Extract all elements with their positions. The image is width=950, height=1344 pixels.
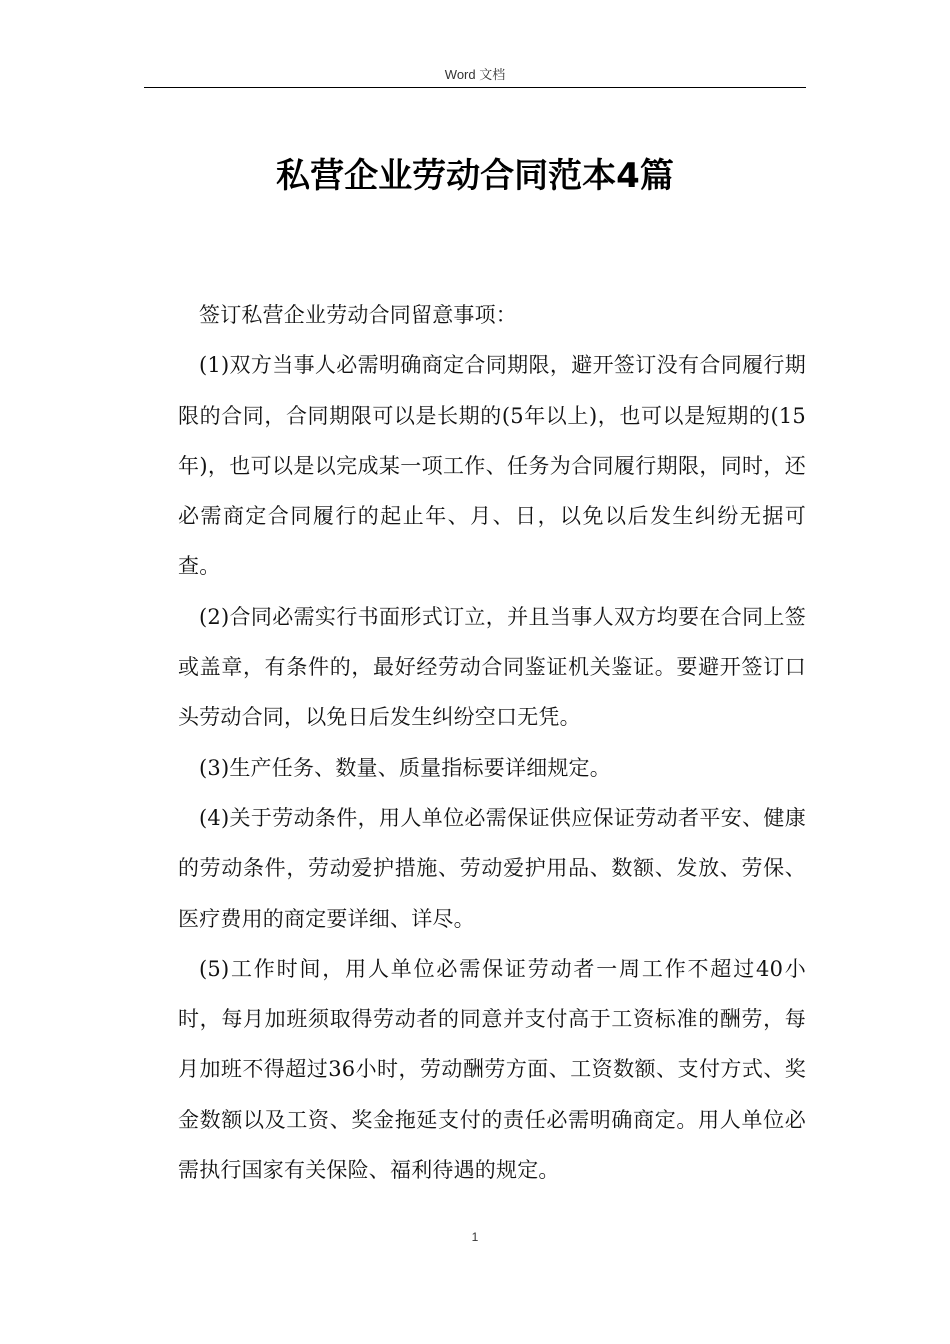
paragraph-intro: 签订私营企业劳动合同留意事项：: [199, 303, 517, 327]
document-body: [178, 290, 806, 1195]
paragraph-item-2: (2)合同必需实行书面形式订立，并且当事人双方均要在合同上签或盖章，有条件的，最好经劳动合同鉴证机关鉴证。要避开签订口头劳动合同，以免日后发生纠纷空口无凭。: [178, 604, 806, 730]
document-title: 私营企业劳动合同范本4篇: [276, 156, 674, 196]
header-divider: [144, 87, 806, 88]
page-header: Word 文档: [444, 67, 506, 82]
paragraph-item-5: (5)工作时间，用人单位必需保证劳动者一周工作不超过40小时，每月加班须取得劳动者的同意并支付高于工资标准的酬劳，每月加班不得超过36小时，劳动酬劳方面、工资数额、支付方式、奖金数额以及工资、奖金拖延支付的责任必需明确商定。用人单位必需执行国家有关保险、福利待遇的规定。: [178, 956, 806, 1183]
paragraph-item-4: (4)关于劳动条件，用人单位必需保证供应保证劳动者平安、健康的劳动条件，劳动爱护措施、劳动爱护用品、数额、发放、劳保、医疗费用的商定要详细、详尽。: [178, 805, 806, 931]
page-number: 1: [471, 1230, 479, 1244]
paragraph-item-3: (3)生产任务、数量、质量指标要详细规定。: [199, 755, 611, 780]
paragraph-item-1: (1)双方当事人必需明确商定合同期限，避开签订没有合同履行期限的合同，合同期限可以是长期的(5年以上)，也可以是短期的(15年)，也可以是以完成某一项工作、任务为合同履行期限，同时，还必需商定合同履行的起止年、月、日，以免以后发生纠纷无据可查。: [178, 353, 806, 579]
